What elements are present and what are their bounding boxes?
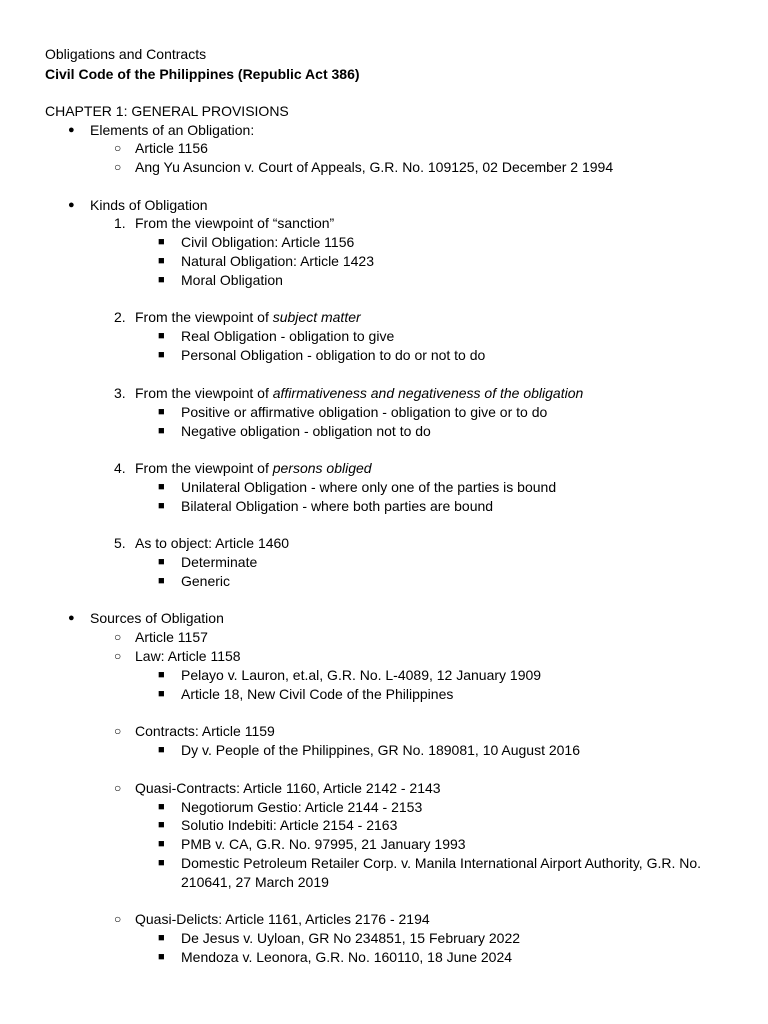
square-bullet-icon: ■: [158, 688, 165, 700]
square-bullet-icon: ■: [158, 236, 165, 248]
list-item: Pelayo v. Lauron, et.al, G.R. No. L-4089, 12 January 1909: [181, 667, 542, 683]
square-bullet-icon: ■: [158, 330, 165, 342]
list-item: Contracts: Article 1159: [135, 723, 275, 739]
circle-bullet-icon: ○: [114, 630, 122, 644]
list-item: Civil Obligation: Article 1156: [181, 234, 355, 250]
list-item: Solutio Indebiti: Article 2154 - 2163: [181, 817, 398, 833]
list-item: Article 18, New Civil Code of the Philippines: [181, 686, 454, 702]
circle-bullet-icon: ○: [114, 160, 122, 174]
list-item: Bilateral Obligation - where both parties are bound: [181, 498, 494, 514]
list-item: Positive or affirmative obligation - obligation to give or to do: [181, 404, 548, 420]
square-bullet-icon: ■: [158, 932, 165, 944]
list-item-continuation: 210641, 27 March 2019: [181, 874, 329, 890]
square-bullet-icon: ■: [158, 255, 165, 267]
list-item: Dy v. People of the Philippines, GR No. 189081, 10 August 2016: [181, 742, 580, 758]
list-item: PMB v. CA, G.R. No. 97995, 21 January 1993: [181, 836, 466, 852]
circle-bullet-icon: ○: [114, 141, 122, 155]
list-item: From the viewpoint of persons obliged: [135, 460, 372, 476]
list-item: From the viewpoint of subject matter: [135, 309, 361, 325]
list-item: Quasi-Delicts: Article 1161, Articles 2176 - 2194: [135, 911, 430, 927]
circle-bullet-icon: ○: [114, 649, 122, 663]
list-item: Elements of an Obligation:: [90, 122, 255, 138]
list-number: 5.: [114, 535, 126, 551]
list-item: Personal Obligation - obligation to do or not to do: [181, 347, 486, 363]
list-item: De Jesus v. Uyloan, GR No 234851, 15 February 2022: [181, 930, 521, 946]
list-item: Sources of Obligation: [90, 610, 224, 626]
document-title: Obligations and Contracts: [45, 46, 207, 62]
list-item: From the viewpoint of affirmativeness and negativeness of the obligation: [135, 385, 584, 401]
list-number: 3.: [114, 385, 126, 401]
list-number: 1.: [114, 215, 126, 231]
square-bullet-icon: ■: [158, 406, 165, 418]
bullet-icon: ●: [68, 612, 75, 624]
square-bullet-icon: ■: [158, 801, 165, 813]
list-item: Kinds of Obligation: [90, 197, 208, 213]
list-number: 2.: [114, 309, 126, 325]
list-item: Real Obligation - obligation to give: [181, 328, 395, 344]
square-bullet-icon: ■: [158, 744, 165, 756]
square-bullet-icon: ■: [158, 556, 165, 568]
list-item: Negative obligation - obligation not to do: [181, 423, 431, 439]
bullet-icon: ●: [68, 199, 75, 211]
list-item: Moral Obligation: [181, 272, 283, 288]
list-item: Quasi-Contracts: Article 1160, Article 2142 - 2143: [135, 780, 441, 796]
list-item: Ang Yu Asuncion v. Court of Appeals, G.R. No. 109125, 02 December 2 1994: [135, 159, 614, 175]
list-item: Unilateral Obligation - where only one of the parties is bound: [181, 479, 557, 495]
square-bullet-icon: ■: [158, 819, 165, 831]
square-bullet-icon: ■: [158, 274, 165, 286]
list-item: Article 1157: [135, 629, 208, 645]
circle-bullet-icon: ○: [114, 724, 122, 738]
chapter-heading: CHAPTER 1: GENERAL PROVISIONS: [45, 103, 289, 119]
bullet-icon: ●: [68, 124, 75, 136]
list-item: Domestic Petroleum Retailer Corp. v. Manila International Airport Authority, G.R. No.: [181, 855, 702, 871]
list-item: Mendoza v. Leonora, G.R. No. 160110, 18 June 2024: [181, 949, 513, 965]
square-bullet-icon: ■: [158, 951, 165, 963]
square-bullet-icon: ■: [158, 575, 165, 587]
list-item: Generic: [181, 573, 231, 589]
list-item: Natural Obligation: Article 1423: [181, 253, 374, 269]
square-bullet-icon: ■: [158, 425, 165, 437]
list-item: Article 1156: [135, 140, 208, 156]
square-bullet-icon: ■: [158, 857, 165, 869]
circle-bullet-icon: ○: [114, 781, 122, 795]
square-bullet-icon: ■: [158, 349, 165, 361]
list-item: Determinate: [181, 554, 258, 570]
document-subtitle: Civil Code of the Philippines (Republic Act 386): [45, 66, 360, 82]
list-item: Negotiorum Gestio: Article 2144 - 2153: [181, 799, 423, 815]
list-item: From the viewpoint of “sanction”: [135, 215, 335, 231]
circle-bullet-icon: ○: [114, 912, 122, 926]
list-item: As to object: Article 1460: [135, 535, 290, 551]
list-number: 4.: [114, 460, 126, 476]
square-bullet-icon: ■: [158, 500, 165, 512]
square-bullet-icon: ■: [158, 669, 165, 681]
square-bullet-icon: ■: [158, 481, 165, 493]
square-bullet-icon: ■: [158, 838, 165, 850]
list-item: Law: Article 1158: [135, 648, 241, 664]
